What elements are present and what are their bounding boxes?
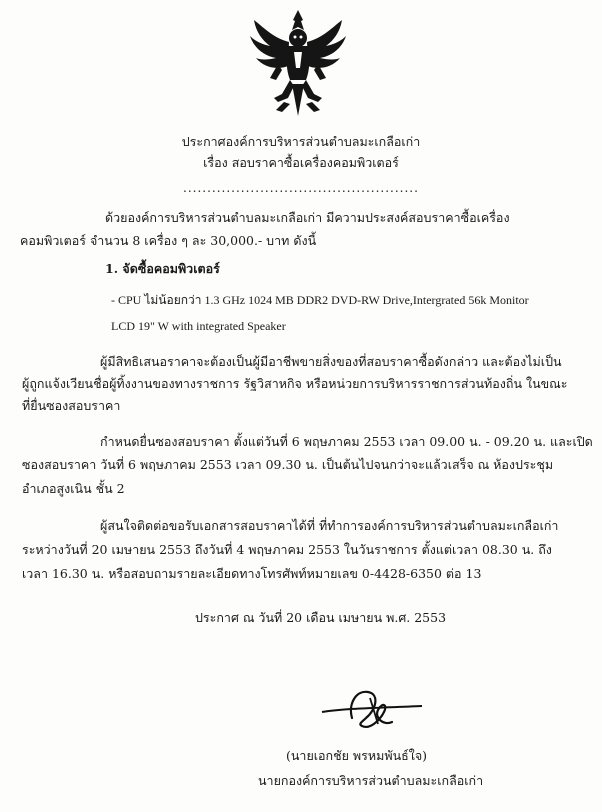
paragraph-4-line-3: เวลา 16.30 น. หรือสอบถามรายละเอียดทางโทรศัพท์หมายเลข 0-4428-6350 ต่อ 13	[22, 566, 482, 581]
announcement-title: ประกาศองค์การบริหารส่วนตำบลมะเกลือเก่า	[181, 134, 421, 149]
announcement-date: ประกาศ ณ วันที่ 20 เดือน เมษายน พ.ศ. 2553	[195, 610, 447, 625]
title-divider: .................................................	[183, 181, 419, 195]
paragraph-4-line-2: ระหว่างวันที่ 20 เมษายน 2553 ถึงวันที่ 4 พฤษภาคม 2553 ในวันราชการ ตั้งแต่เวลา 08.30 น. ถึง	[22, 542, 552, 557]
paragraph-2-line-3: ที่ยื่นซองสอบราคา	[22, 398, 121, 413]
paragraph-2-line-1: ผู้มีสิทธิเสนอราคาจะต้องเป็นผู้มีอาชีพขายสิ่งของที่สอบราคาซื้อดังกล่าว และต้องไม่เป็น	[100, 354, 562, 369]
paragraph-1-line-2: คอมพิวเตอร์ จำนวน 8 เครื่อง ๆ ละ 30,000.- บาท ดังนี้	[20, 233, 317, 248]
garuda-emblem-icon	[248, 8, 348, 120]
paragraph-1-line-1: ด้วยองค์การบริหารส่วนตำบลมะเกลือเก่า มีความประสงค์สอบราคาซื้อเครื่อง	[105, 210, 510, 225]
signatory-name: (นายเอกชัย พรหมพันธ์ใจ)	[286, 748, 428, 763]
item-heading: 1. จัดซื้อคอมพิวเตอร์	[105, 261, 220, 276]
paragraph-2-line-2: ผู้ถูกแจ้งเวียนชื่อผู้ทิ้งงานของทางราชการ รัฐวิสาหกิจ หรือหน่วยการบริหารราชการส่วนท้องถิ่น ในขณะ	[22, 376, 568, 391]
paragraph-3-line-2: ซองสอบราคา วันที่ 6 พฤษภาคม 2553 เวลา 09.30 น. เป็นต้นไปจนกว่าจะแล้วเสร็จ ณ ห้องประชุม	[22, 457, 554, 472]
spec-line-1: - CPU ไม่น้อยกว่า 1.3 GHz 1024 MB DDR2 DVD-RW Drive,Intergrated 56k Monitor	[111, 293, 529, 307]
announcement-subject: เรื่อง สอบราคาซื้อเครื่องคอมพิวเตอร์	[203, 155, 399, 170]
paragraph-3-line-1: กำหนดยื่นซองสอบราคา ตั้งแต่วันที่ 6 พฤษภาคม 2553 เวลา 09.00 น. - 09.20 น. และเปิด	[100, 434, 593, 449]
paragraph-4-line-1: ผู้สนใจติดต่อขอรับเอกสารสอบราคาได้ที่ ที่ทำการองค์การบริหารส่วนตำบลมะเกลือเก่า	[100, 518, 559, 533]
handwritten-signature	[318, 684, 428, 734]
paragraph-3-line-3: อำเภอสูงเนิน ชั้น 2	[22, 481, 125, 496]
signatory-position: นายกองค์การบริหารส่วนตำบลมะเกลือเก่า	[258, 773, 484, 788]
spec-line-2: LCD 19" W with integrated Speaker	[111, 319, 286, 333]
